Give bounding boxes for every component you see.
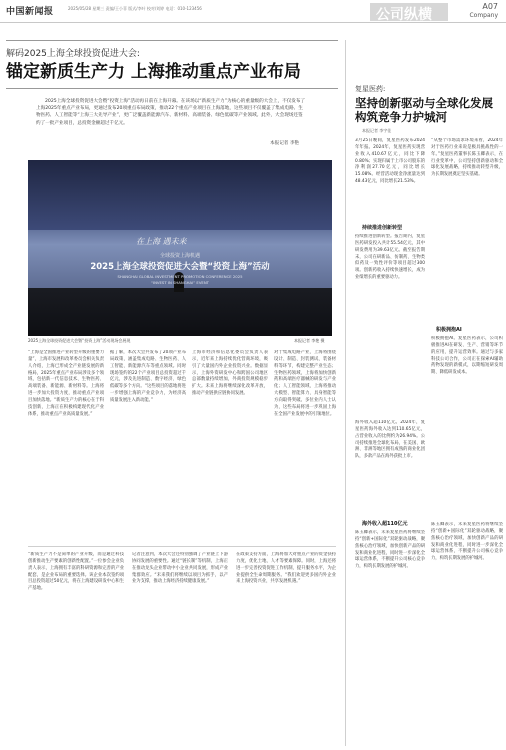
photo-event-line2: 2025上海全球投资促进大会暨“投资上海”活动: [90, 262, 270, 272]
masthead: [0, 0, 506, 23]
article-headline: 锚定新质生产力 上海推动重点产业布局: [6, 62, 301, 82]
article-byline: 本报记者 李艳: [270, 141, 300, 146]
sidebar-column-1: 3月25日晚间，复星医药发布2024年年报。2024年，复星医药实现营业收入410.67亿元，同比下降0.80%；实现归属于上市公司股东的净利润27.70亿元，同比增长15.08%。经营活动现金净流量达到48.43亿元，同比增长21.53%。: [355, 138, 425, 185]
article-column-2: 据了解，本次大会共发布了20项产业布局政策，涵盖集成电路、生物医药、人工智能、新能源汽车等重点领域。同时现场签约的22个产业项目总投资超过千亿元，涉及先进制造、数字经济、绿色低碳等多个方向。“这些项目的落地将进一步增强上海的产业竞争力，为经济高质量发展注入新动能。”: [110, 350, 186, 403]
headline-rule: [6, 88, 338, 89]
sidebar-column-2: “从整个市场需求环境来看，2024年对于医药行业来说是极具挑战性的一年。”复星医药董事长陈玉卿表示，在行业变革中，公司坚持创新驱动和全球化发展战略，持续推动转型升级，为长期发展奠定坚实基础。: [431, 138, 503, 178]
article-column-5: “新质生产力不是简单的产业升级，而是通过科技创新推动生产要素的创新性配置。”一位参会企业负责人表示，上海拥有丰富的科研资源和完善的产业配套，是企业布局的重要选择。该企业本次签约项目总投资超过50亿元，将在上海建设研发中心和生产基地。: [28, 552, 124, 592]
page-number: [469, 2, 498, 20]
article-column-3: 上海市经济和信息化委员会负责人表示，近年来上海持续优化营商环境，吸引了大量国内外企业投资兴业。数据显示，上海外资研发中心和跨国公司地区总部数量持续增加，外商投资规模稳步扩大。未来上海将继续深化改革开放，推动产业链供应链协同发展。: [192, 350, 268, 397]
sidebar-column-6: 陈玉卿表示，未来复星医药将继续坚持“创新+国际化”双轮驱动战略，聚焦核心治疗领域，加快创新产品的研发和商业化进程，同时进一步深化全球运营体系，不断提升公司核心竞争力，构筑长期发展的护城河。: [355, 530, 425, 570]
event-photo-overlay: [28, 160, 332, 336]
sidebar-byline: 本报记者 李宇佳: [362, 128, 392, 133]
top-rule: [6, 40, 338, 41]
article-column-7: 在政策支持方面，上海将加大对重点产业的资金扶持力度，优化土地、人才等要素保障。同时，上海还将进一步完善投资促进工作机制，提升服务水平，为企业提供全生命周期服务。“我们欢迎更多国内外企业来上海投资兴业，共享发展机遇。”: [236, 552, 336, 585]
sidebar-headline: 坚持创新驱动与全球化发展 构筑竞争力护城河: [355, 96, 493, 124]
section-banner: [370, 3, 448, 21]
article-column-6: 记者注意到，本次大会还特别强调了产业链上下游协同发展的重要性。通过“链长制”等机制，上海正在推动龙头企业带动中小企业共同发展，形成产业集群效应。“未来我们将继续以项目为抓手，以产业为支撑，推动上海经济持续健康发展。”: [132, 552, 228, 585]
photo-event-line4: “INVEST IN SHANGHAI” EVENT: [151, 280, 209, 285]
page-number-value: A07: [482, 2, 498, 11]
sidebar-column-7: 陈玉卿表示，未来复星医药将继续坚持“创新+国际化”双轮驱动战略，聚焦核心治疗领域，加快创新产品的研发和商业化进程，同时进一步深化全球运营体系，不断提升公司核心竞争力，构筑长期发展的护城河。: [431, 522, 503, 562]
article-column-4: 对于集成电路产业，上海将围绕设计、制造、封装测试、装备材料等环节，构建完整产业生态；生物医药领域，上海将加快创新药和高端医疗器械的研发与产业化；人工智能领域，上海将推动大模型、智能算力、具身智能等方向取得突破。多位业内人士认为，这些布局将进一步巩固上海在全国产业发展中的引领地位。: [274, 350, 336, 417]
masthead-meta: 2025/05/28 星期三 责编/王小菲 版式/李叶 校对/刘婷 电话：010-123456: [68, 6, 202, 11]
sidebar-subhead-1: 持续推进创新转型: [362, 225, 403, 231]
sidebar-kicker: 复星医药:: [355, 85, 386, 93]
article-kicker: 解码2025上海全球投资促进大会:: [6, 49, 140, 59]
page-number-sub: Company: [469, 12, 498, 19]
sidebar-column-4: 积极拥抱AI。复星医药表示，公司积极推进AI在研发、生产、营销等环节的应用，提升运营效率。通过与多家科技公司合作，公司正在探索AI辅助药物发现的新模式，以期缩短研发周期、降低研发成本。: [431, 336, 503, 376]
section-title: 公司纵横: [376, 7, 432, 23]
paper-name: 中国新闻报: [6, 7, 54, 17]
sidebar-subhead-2: 积极拥抱AI: [436, 327, 462, 333]
photo-script-text: 在上海 遇未来: [136, 237, 187, 246]
sidebar-column-3: 持续推进创新转型。报告期内，复星医药研发投入共计55.54亿元，其中研发费用为39.63亿元。截至报告期末，公司在研新品、仿制药、生物类似药及一致性评价等项目超过300项。创新药收入持续快速增长，成为业绩增长的重要驱动力。: [355, 234, 425, 281]
mid-rule: [28, 546, 336, 547]
photo-credit: 本报记者 李艳 摄: [294, 338, 325, 343]
photo-event-line3: SHANGHAI GLOBAL INVESTMENT PROMOTION CONFERENCE 2025: [117, 274, 243, 279]
photo-event-line1: 全球投资上海机遇: [159, 253, 200, 259]
photo-caption: 2025上海全球投资促进大会暨“投资上海”活动现场会展现: [28, 338, 131, 343]
sidebar-subhead-3: 海外收入超110亿元: [362, 521, 408, 527]
article-lead: 2025上海全球投资促进大会暨“投资上海”活动再日前在上海开幕。在该场以“新质生产力”为核心的重量级的大会上，不仅发布了上海2025年重点产业布局，更通过发布20项重点布局政策，推动22个重点产业项目在上海落地，这些项目不仅覆盖了集成电路、生物医药、人工智能等“上海三大先导产业”，更广泛覆盖新能源汽车、新材料、高端装备、绿色低碳等产业领域。此外，大会现场还签约了一批产业项目，总投资金额超过千亿元。: [36, 99, 306, 126]
sidebar-divider: [345, 40, 346, 746]
sidebar-column-5: 海外收入超110亿元。2024年，复星医药海外收入达到110.65亿元，占营业收入的比例约为26.94%。公司持续推进全球化布局，在美国、欧洲、非洲等地区拥有成熟的商业化团队，多款产品在海外获批上市。: [355, 420, 425, 460]
article-column-1: “上海是全国推进产业转型升级的重要力量”，上海市发展和改革委员会相关负责人介绍，上海已形成全产业链发展的新格局，2025年重点产业布局涉及多个领域，包括新一代信息技术、生物医药、高端装备、新能源、新材料等。上海将进一步加大投资力度，推动重点产业项目加快落地。“新质生产力的核心在于科技创新，上海正在积极构建现代化产业体系，推动重点产业高质量发展。”: [28, 350, 104, 417]
